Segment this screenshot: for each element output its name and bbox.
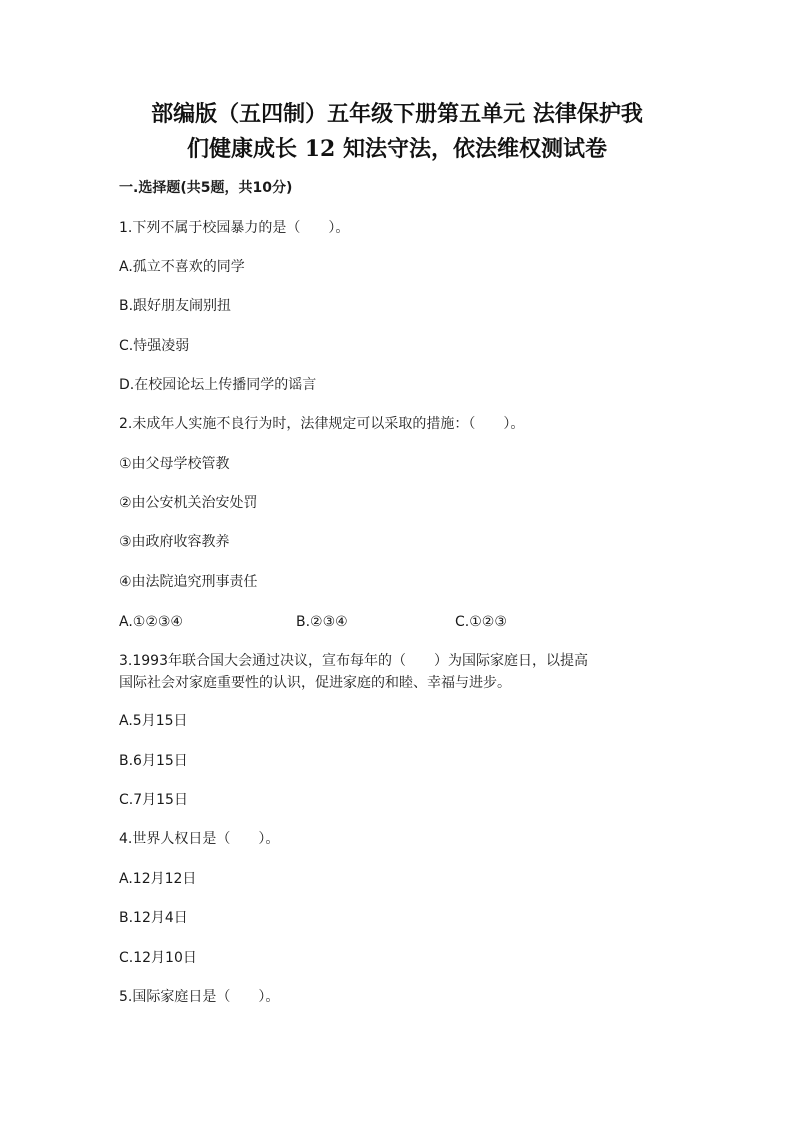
- question-2-options: [119, 612, 679, 632]
- question-2-option-c: C.①②③: [455, 614, 507, 630]
- question-2-option-b: B.②③④: [296, 614, 348, 630]
- question-2-item-1: ①由父母学校管教: [119, 456, 230, 472]
- question-1-option-c: C.恃强凌弱: [119, 338, 190, 354]
- question-5-stem: 5.国际家庭日是（ ）。: [119, 989, 280, 1005]
- question-2-item-4: ④由法院追究刑事责任: [119, 574, 258, 590]
- question-3-stem-line-2: 国际社会对家庭重要性的认识，促进家庭的和睦、幸福与进步。: [119, 675, 511, 691]
- page-title-line-1: 部编版（五四制）五年级下册第五单元 法律保护我: [151, 101, 643, 127]
- question-2-option-a: A.①②③④: [119, 614, 183, 630]
- question-2-item-3: ③由政府收容教养: [119, 534, 230, 550]
- question-1-option-a: A.孤立不喜欢的同学: [119, 259, 245, 275]
- page-title-line-2: 们健康成长 12 知法守法，依法维权测试卷: [187, 136, 607, 162]
- question-3-option-c: C.7月15日: [119, 792, 188, 808]
- question-1-option-d: D.在校园论坛上传播同学的谣言: [119, 377, 317, 393]
- question-4-option-b: B.12月4日: [119, 910, 188, 926]
- question-2-item-2: ②由公安机关治安处罚: [119, 495, 258, 511]
- section-heading: 一.选择题(共5题，共10分): [119, 180, 293, 196]
- question-4-stem: 4.世界人权日是（ ）。: [119, 831, 280, 847]
- question-4-option-c: C.12月10日: [119, 950, 197, 966]
- question-4-option-a: A.12月12日: [119, 871, 197, 887]
- question-3-option-b: B.6月15日: [119, 753, 188, 769]
- question-3-option-a: A.5月15日: [119, 713, 188, 729]
- question-2-stem: 2.未成年人实施不良行为时，法律规定可以采取的措施：（ ）。: [119, 416, 525, 432]
- question-3-stem-line-1: 3.1993年联合国大会通过决议，宣布每年的（ ）为国际家庭日，以提高: [119, 653, 588, 669]
- question-1-stem: 1.下列不属于校园暴力的是（ ）。: [119, 220, 350, 236]
- question-1-option-b: B.跟好朋友闹别扭: [119, 298, 232, 314]
